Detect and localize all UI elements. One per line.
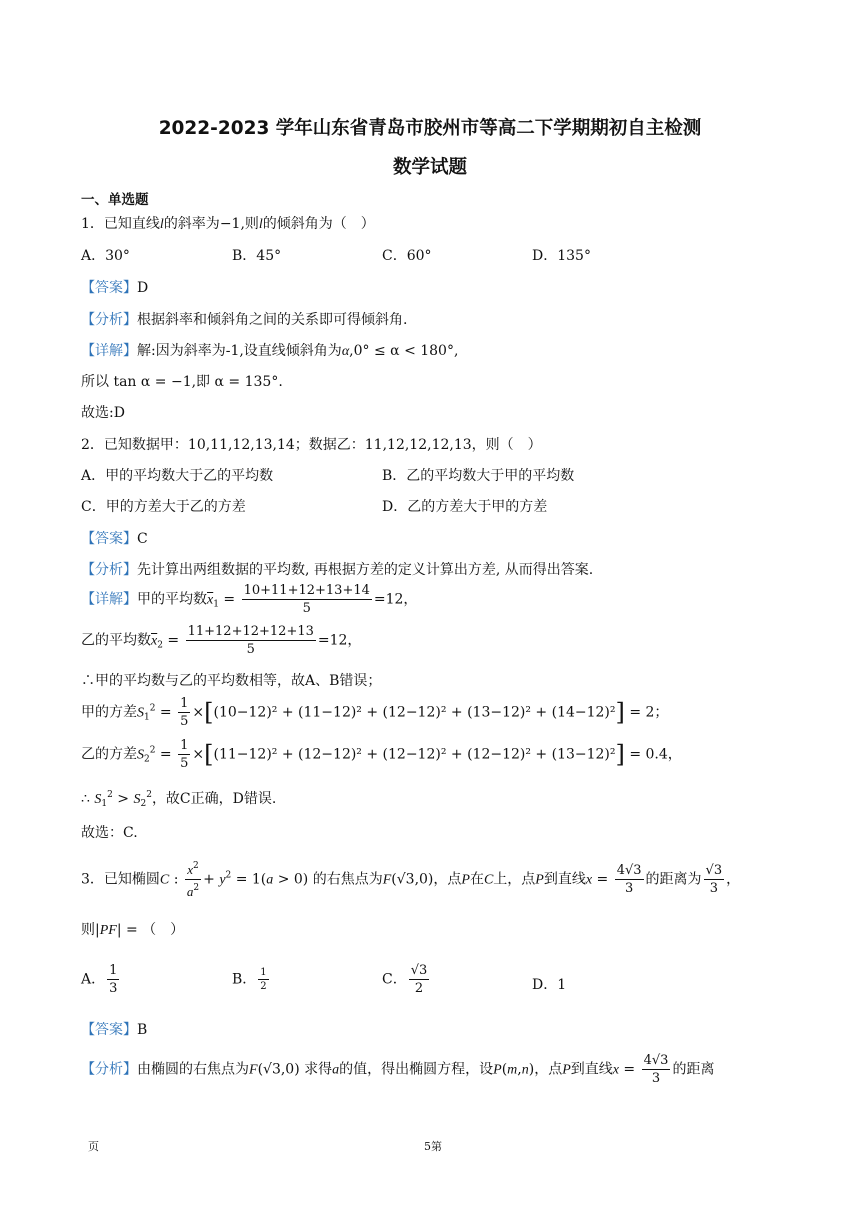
q2-compare: ∴ $S_1^2 > S_2^2$，故C正确，D错误.	[81, 790, 277, 809]
footer-left: 页	[88, 1140, 99, 1153]
q3-option-a: A． $\frac{1}{3}$	[81, 963, 118, 996]
q1-analysis: 【分析】根据斜率和倾斜角之间的关系即可得倾斜角.	[81, 312, 408, 328]
q3-option-c: C． $\frac{√3}{2}$	[382, 963, 428, 996]
q1-conclusion: 故选:D	[81, 405, 125, 421]
q2-variance-yi: 乙的方差$S_2^2$ = $\frac{1}{5}$ ×[(11−12)² + (12−12)² + (12−12)² + (12−12)² + (13−12)²] = 0.4，	[81, 738, 682, 771]
q3-answer: 【答案】B	[81, 1022, 148, 1038]
q3-stem-line2: 则|PF| = （ ）	[81, 922, 185, 938]
q2-mean-yi: 乙的平均数$\overline{x}_2$ = $\frac{11+12+12+12+13}{5}$ =12，	[81, 624, 362, 657]
q2-option-a: A．甲的平均数大于乙的平均数	[81, 468, 274, 484]
q1-option-d: D．135°	[532, 248, 591, 264]
q3-analysis: 【分析】由椭圆的右焦点为F(√3,0) 求得a的值，得出椭圆方程，设P(m,n)，点P到直线x = $\frac{4√3}{3}$ 的距离	[81, 1053, 715, 1086]
q1-option-c: C．60°	[382, 248, 432, 264]
q3-option-d: D．1	[532, 977, 567, 993]
q3-option-b: B． $\frac{1}{2}$	[232, 967, 267, 992]
footer-page-number: 5第	[424, 1140, 442, 1153]
q1-option-a: A．30°	[81, 248, 130, 264]
q3-stem: 3．已知椭圆C : $\frac{x^2}{a^2}$ + $y^2 = 1(a > 0)$ 的右焦点为F(√3,0)，点P在C上，点P到直线x = $\frac{4√3}{3}$ 的距离为 $\frac{√3}{3}$ ，	[81, 858, 740, 901]
q2-means-equal: ∴甲的平均数与乙的平均数相等，故A、B错误；	[81, 673, 382, 689]
q1-option-b: B．45°	[232, 248, 282, 264]
q2-variance-jia: 甲的方差$S_1^2$ = $\frac{1}{5}$ ×[(10−12)² + (11−12)² + (12−12)² + (13−12)² + (14−12)²] = 2；	[81, 696, 669, 729]
q2-answer: 【答案】C	[81, 531, 148, 547]
q1-detail-tan: 所以 tan α = −1,即 α = 135°.	[81, 374, 283, 390]
q2-option-d: D．乙的方差大于甲的方差	[382, 499, 548, 515]
q2-option-c: C．甲的方差大于乙的方差	[81, 499, 246, 515]
q2-analysis: 【分析】先计算出两组数据的平均数, 再根据方差的定义计算出方差, 从而得出答案.	[81, 562, 594, 578]
section-heading: 一、单选题	[81, 192, 149, 208]
page-subtitle: 数学试题	[392, 157, 467, 178]
q1-detail: 【详解】解:因为斜率为-1,设直线倾斜角为α,0° ≤ α < 180°,	[81, 343, 459, 359]
page-title: 2022-2023 学年山东省青岛市胶州市等高二下学期期初自主检测	[158, 118, 702, 139]
q2-mean-jia: 【详解】甲的平均数$\overline{x}_1$ = $\frac{10+11+12+13+14}{5}$ =12，	[81, 583, 418, 616]
q2-conclusion: 故选：C.	[81, 825, 138, 841]
q1-stem: 1．已知直线l的斜率为−1,则l的倾斜角为（ ）	[81, 216, 375, 232]
q2-option-b: B．乙的平均数大于甲的平均数	[382, 468, 575, 484]
q1-answer: 【答案】D	[81, 280, 149, 296]
q2-stem: 2．已知数据甲：10,11,12,13,14；数据乙：11,12,12,12,13，则（ ）	[81, 437, 542, 453]
